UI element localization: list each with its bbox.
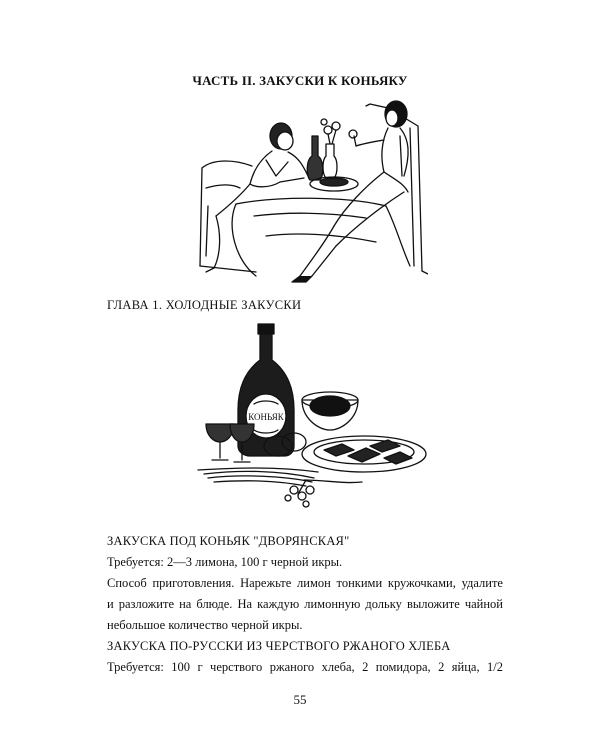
recipe-requirements-dvoryanskaya: Требуется: 2—3 лимона, 100 г черной икры. xyxy=(107,555,343,569)
recipe-requirements-rye-bread: Требуется: 100 г черствого ржаного хлеба, 2 помидора, 2 яйца, 1/2 xyxy=(107,660,503,674)
recipe-method-line: небольшое количество черной икры. xyxy=(107,618,303,632)
recipe-method-line: Способ приготовления. Нарежьте лимон тонкими кружочками, удалите xyxy=(107,576,503,590)
recipe-title-dvoryanskaya: ЗАКУСКА ПОД КОНЬЯК "ДВОРЯНСКАЯ" xyxy=(107,534,350,548)
part-title: ЧАСТЬ II. ЗАКУСКИ К КОНЬЯКУ xyxy=(192,73,408,88)
cognac-still-life-illustration xyxy=(194,320,430,512)
recipe-title-rye-bread: ЗАКУСКА ПО-РУССКИ ИЗ ЧЕРСТВОГО РЖАНОГО ХЛЕБА xyxy=(107,639,451,653)
bottle-label: КОНЬЯК xyxy=(248,412,284,422)
couple-dining-illustration xyxy=(196,96,428,284)
chapter-title: ГЛАВА 1. ХОЛОДНЫЕ ЗАКУСКИ xyxy=(107,298,302,312)
recipe-text xyxy=(107,531,503,678)
recipe-method-line: и разложите на блюде. На каждую лимонную дольку выложите чайной xyxy=(107,597,503,611)
page-number: 55 xyxy=(293,692,307,707)
